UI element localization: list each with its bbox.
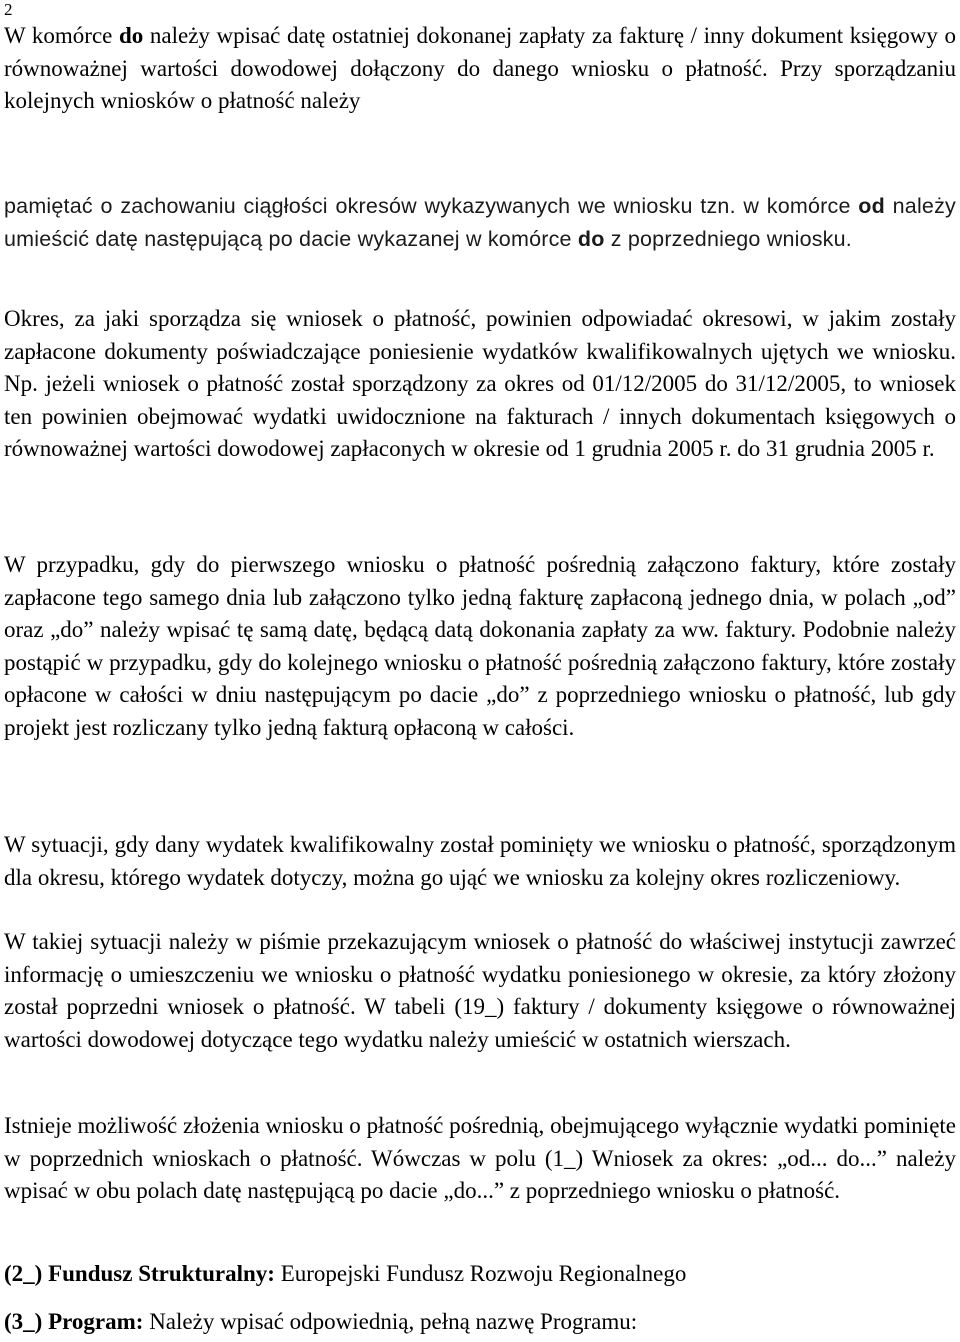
paragraph-ciaglosc-okresow: pamiętać o zachowaniu ciągłości okresów wykazywanych we wniosku tzn. w komórce od należy umieścić datę następującą po dacie wykazanej w komórce do z poprzedniego wniosku.	[4, 194, 956, 251]
page-number: 2	[4, 0, 13, 19]
paragraph-pismo-przekazujace: W takiej sytuacji należy w piśmie przekazującym wniosek o płatność do właściwej instytucji zawrzeć informację o umieszczeniu we wniosku o płatność wydatku poniesionego w okresie, za który złożony został poprzedni wniosek o płatność. W tabeli (19_) faktury / dokumenty księgowe o równoważnej wartości dowodowej dotyczące tego wydatku należy umieścić w ostatnich wierszach.	[4, 929, 956, 1052]
paragraph-wniosek-pominiete: Istnieje możliwość złożenia wniosku o płatność pośrednią, obejmującego wyłącznie wydatki pominięte w poprzednich wnioskach o płatność. Wówczas w polu (1_) Wniosek za okres: „od... do...” należy wpisać w obu polach datę następującą po dacie „do...” z poprzedniego wniosku o płatność.	[4, 1113, 956, 1203]
bold-term-do: do	[118, 23, 144, 48]
section-label-fundusz: (2_) Fundusz Strukturalny:	[4, 1261, 275, 1286]
section-label-program: (3_) Program:	[4, 1309, 144, 1334]
paragraph-pierwszy-wniosek: W przypadku, gdy do pierwszego wniosku o płatność pośrednią załączono faktury, które zostały zapłacone tego samego dnia lub załączono tylko jedną fakturę zapłaconą jednego dnia, w polach „od” oraz „do” należy wpisać tę samą datę, będącą datą dokonania zapłaty za ww. faktury. Podobnie należy postąpić w przypadku, gdy do kolejnego wniosku o płatność pośrednią załączono faktury, które zostały opłacone w całości w dniu następującym po dacie „do” z poprzedniego wniosku o płatność, lub gdy projekt jest rozliczany tylko jedną fakturą opłaconą w całości.	[4, 552, 956, 740]
bold-term-do-2: do	[577, 227, 605, 251]
section-program: (3_) Program: Należy wpisać odpowiednią, pełną nazwę Programu:	[4, 1309, 638, 1334]
paragraph-okres-wniosku: Okres, za jaki sporządza się wniosek o płatność, powinien odpowiadać okresowi, w jakim zostały zapłacone dokumenty poświadczające poniesienie wydatków kwalifikowalnych ujętych we wniosku. Np. jeżeli wniosek o płatność został sporządzony za okres od 01/12/2005 do 31/12/2005, to wniosek ten powinien obejmować wydatki uwidocznione na fakturach / innych dokumentach księgowych o równoważnej wartości dowodowej zapłaconych w okresie od 1 grudnia 2005 r. do 31 grudnia 2005 r.	[4, 306, 956, 461]
paragraph-komorka-do: W komórce do należy wpisać datę ostatniej dokonanej zapłaty za fakturę / inny dokument księgowy o równoważnej wartości dowodowej dołączony do danego wniosku o płatność. Przy sporządzaniu kolejnych wniosków o płatność należy	[4, 23, 956, 113]
section-fundusz-strukturalny: (2_) Fundusz Strukturalny: Europejski Fundusz Rozwoju Regionalnego	[4, 1261, 687, 1286]
bold-term-od: od	[858, 194, 885, 218]
paragraph-pominiety-wydatek: W sytuacji, gdy dany wydatek kwalifikowalny został pominięty we wniosku o płatność, sporządzonym dla okresu, którego wydatek dotyczy, można go ująć we wniosku za kolejny okres rozliczeniowy.	[4, 832, 956, 890]
